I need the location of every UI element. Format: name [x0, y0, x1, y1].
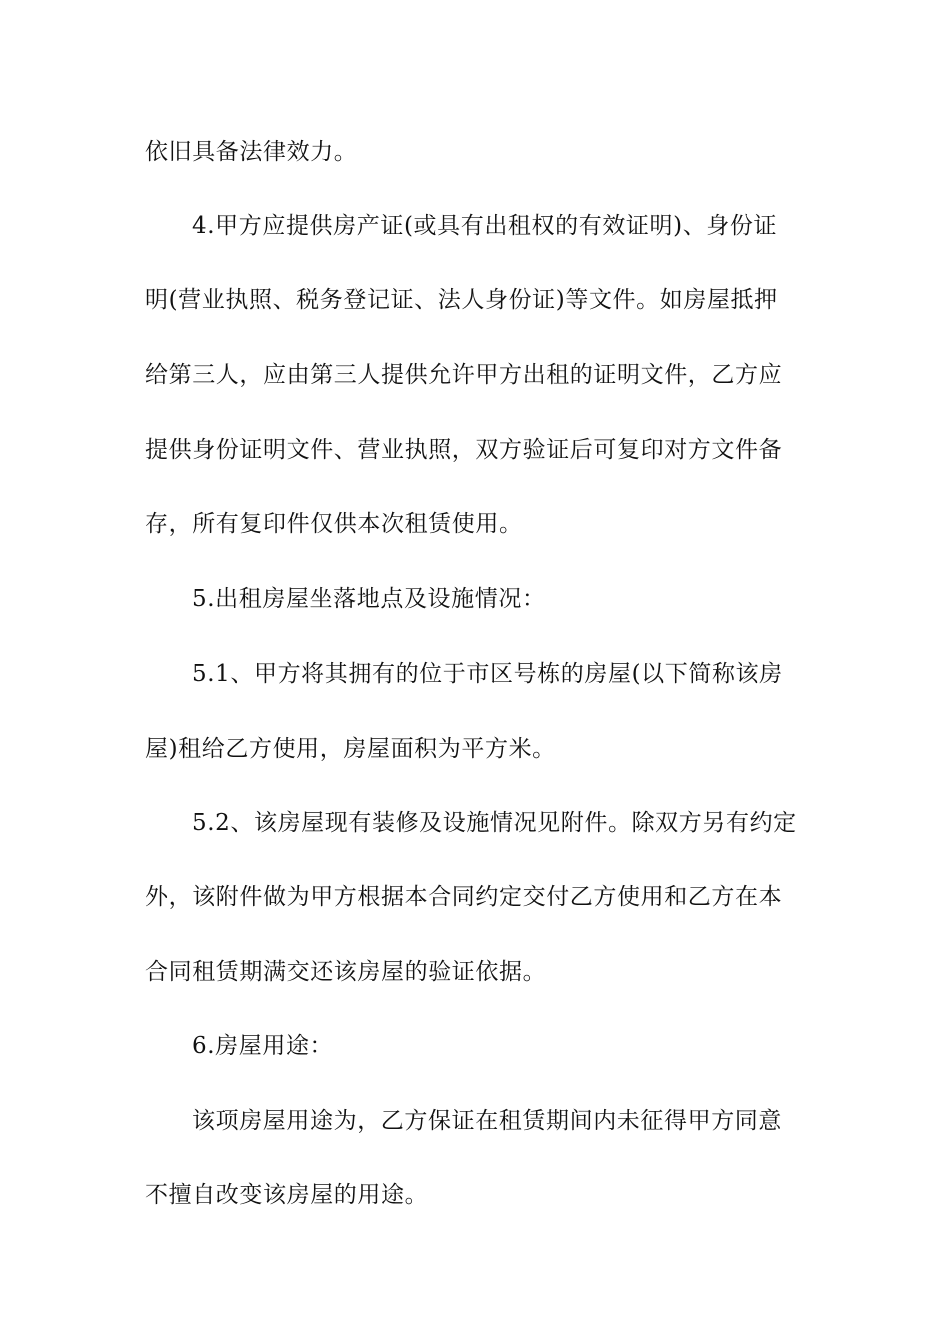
clause-4-heading-line: 4.甲方应提供房产证(或具有出租权的有效证明)、身份证 [192, 213, 778, 239]
text-line: 明(营业执照、税务登记证、法人身份证)等文件。如房屋抵押 [145, 287, 778, 313]
text-line: 屋)租给乙方使用，房屋面积为平方米。 [145, 736, 556, 762]
text-line: 不擅自改变该房屋的用途。 [145, 1182, 429, 1208]
text-line: 外，该附件做为甲方根据本合同约定交付乙方使用和乙方在本 [145, 884, 783, 910]
clause-5-2-line: 5.2、该房屋现有装修及设施情况见附件。除双方另有约定 [192, 810, 797, 836]
text-line: 合同租赁期满交还该房屋的验证依据。 [145, 959, 547, 985]
clause-6-body-line: 该项房屋用途为，乙方保证在租赁期间内未征得甲方同意 [192, 1108, 782, 1134]
text-line: 存，所有复印件仅供本次租赁使用。 [145, 511, 523, 537]
text-line: 给第三人，应由第三人提供允许甲方出租的证明文件，乙方应 [145, 362, 783, 388]
clause-6-heading: 6.房屋用途： [192, 1033, 334, 1059]
clause-5-1-line: 5.1、甲方将其拥有的位于市区号栋的房屋(以下简称该房 [192, 661, 783, 687]
text-line: 依旧具备法律效力。 [145, 139, 358, 165]
text-line: 提供身份证明文件、营业执照，双方验证后可复印对方文件备 [145, 437, 783, 463]
clause-5-heading: 5.出租房屋坐落地点及设施情况： [192, 586, 546, 612]
